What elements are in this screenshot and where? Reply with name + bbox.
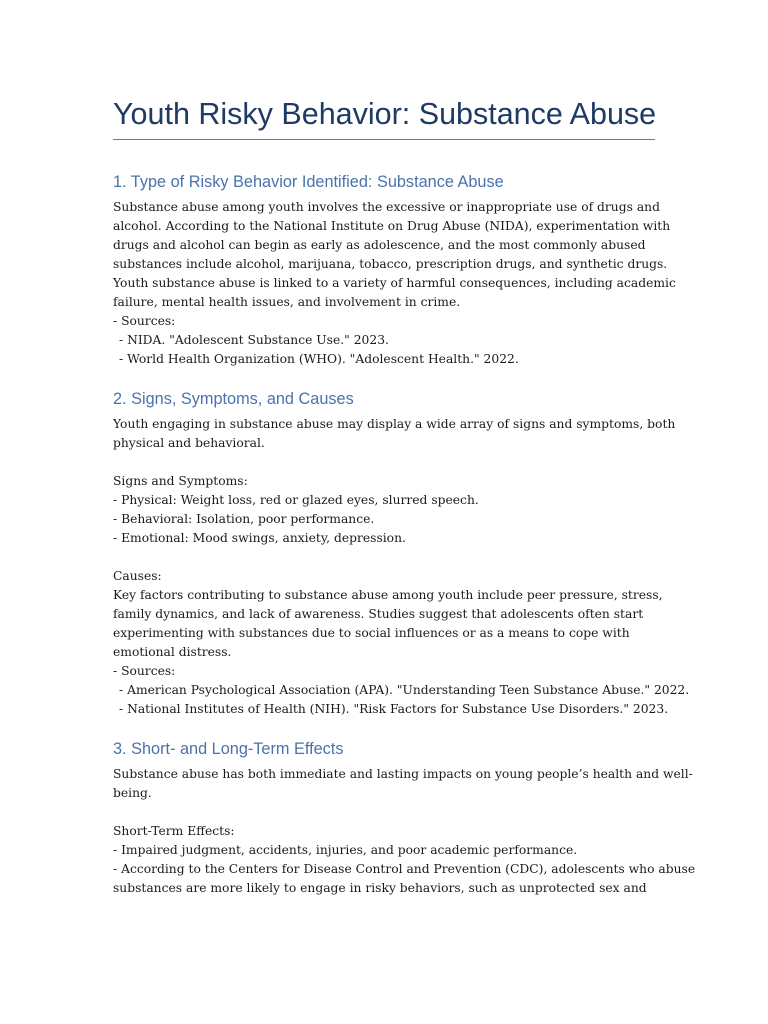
text-line: being. <box>113 786 152 800</box>
section-paragraph <box>113 765 696 898</box>
section-2 <box>113 386 690 719</box>
text-line: Substance abuse among youth involves the excessive or inappropriate use of drugs and <box>113 200 660 214</box>
signs-label: Signs and Symptoms: <box>113 474 248 488</box>
text-line: Substance abuse has both immediate and lasting impacts on young people’s health and well- <box>113 767 693 781</box>
section-paragraph <box>113 198 676 369</box>
section-heading: 1. Type of Risky Behavior Identified: Substance Abuse <box>113 173 504 191</box>
source-item: - National Institutes of Health (NIH). "Risk Factors for Substance Use Disorders." 2023. <box>119 702 669 716</box>
section-1 <box>113 169 676 369</box>
section-heading: 3. Short- and Long-Term Effects <box>113 740 344 758</box>
short-term-label: Short-Term Effects: <box>113 824 235 838</box>
text-line: Key factors contributing to substance abuse among youth include peer pressure, stress, <box>113 588 663 602</box>
source-item: - World Health Organization (WHO). "Adolescent Health." 2022. <box>119 352 519 366</box>
causes-label: Causes: <box>113 569 162 583</box>
document-body <box>113 169 696 915</box>
source-item: - NIDA. "Adolescent Substance Use." 2023. <box>119 333 389 347</box>
sources-label: - Sources: <box>113 314 176 328</box>
page-title: Youth Risky Behavior: Substance Abuse <box>113 97 657 131</box>
title-underline <box>113 139 655 140</box>
text-line: family dynamics, and lack of awareness. Studies suggest that adolescents often start <box>113 607 644 621</box>
text-line: physical and behavioral. <box>113 436 265 450</box>
text-line: substances are more likely to engage in risky behaviors, such as unprotected sex and <box>113 881 647 895</box>
sources-label: - Sources: <box>113 664 176 678</box>
paragraph-gap <box>113 548 663 567</box>
paragraph-gap <box>113 453 663 472</box>
text-line: drugs and alcohol can begin as early as adolescence, and the most commonly abused <box>113 238 646 252</box>
list-item: - Physical: Weight loss, red or glazed eyes, slurred speech. <box>113 493 479 507</box>
list-item: - Emotional: Mood swings, anxiety, depression. <box>113 531 406 545</box>
list-item: - Behavioral: Isolation, poor performance. <box>113 512 375 526</box>
text-line: experimenting with substances due to social influences or as a means to cope with <box>113 626 630 640</box>
section-heading: 2. Signs, Symptoms, and Causes <box>113 390 354 408</box>
section-3 <box>113 736 696 898</box>
text-line: substances include alcohol, marijuana, tobacco, prescription drugs, and synthetic drugs. <box>113 257 668 271</box>
text-line: alcohol. According to the National Institute on Drug Abuse (NIDA), experimentation with <box>113 219 671 233</box>
text-line: emotional distress. <box>113 645 232 659</box>
paragraph-gap <box>113 803 663 822</box>
text-line: Youth engaging in substance abuse may display a wide array of signs and symptoms, both <box>113 417 676 431</box>
text-line: Youth substance abuse is linked to a variety of harmful consequences, including academic <box>113 276 676 290</box>
list-item: - Impaired judgment, accidents, injuries, and poor academic performance. <box>113 843 578 857</box>
source-item: - American Psychological Association (APA). "Understanding Teen Substance Abuse." 2022. <box>119 683 690 697</box>
section-paragraph <box>113 415 690 719</box>
text-line: failure, mental health issues, and involvement in crime. <box>113 295 461 309</box>
list-item: - According to the Centers for Disease Control and Prevention (CDC), adolescents who abuse <box>113 862 696 876</box>
